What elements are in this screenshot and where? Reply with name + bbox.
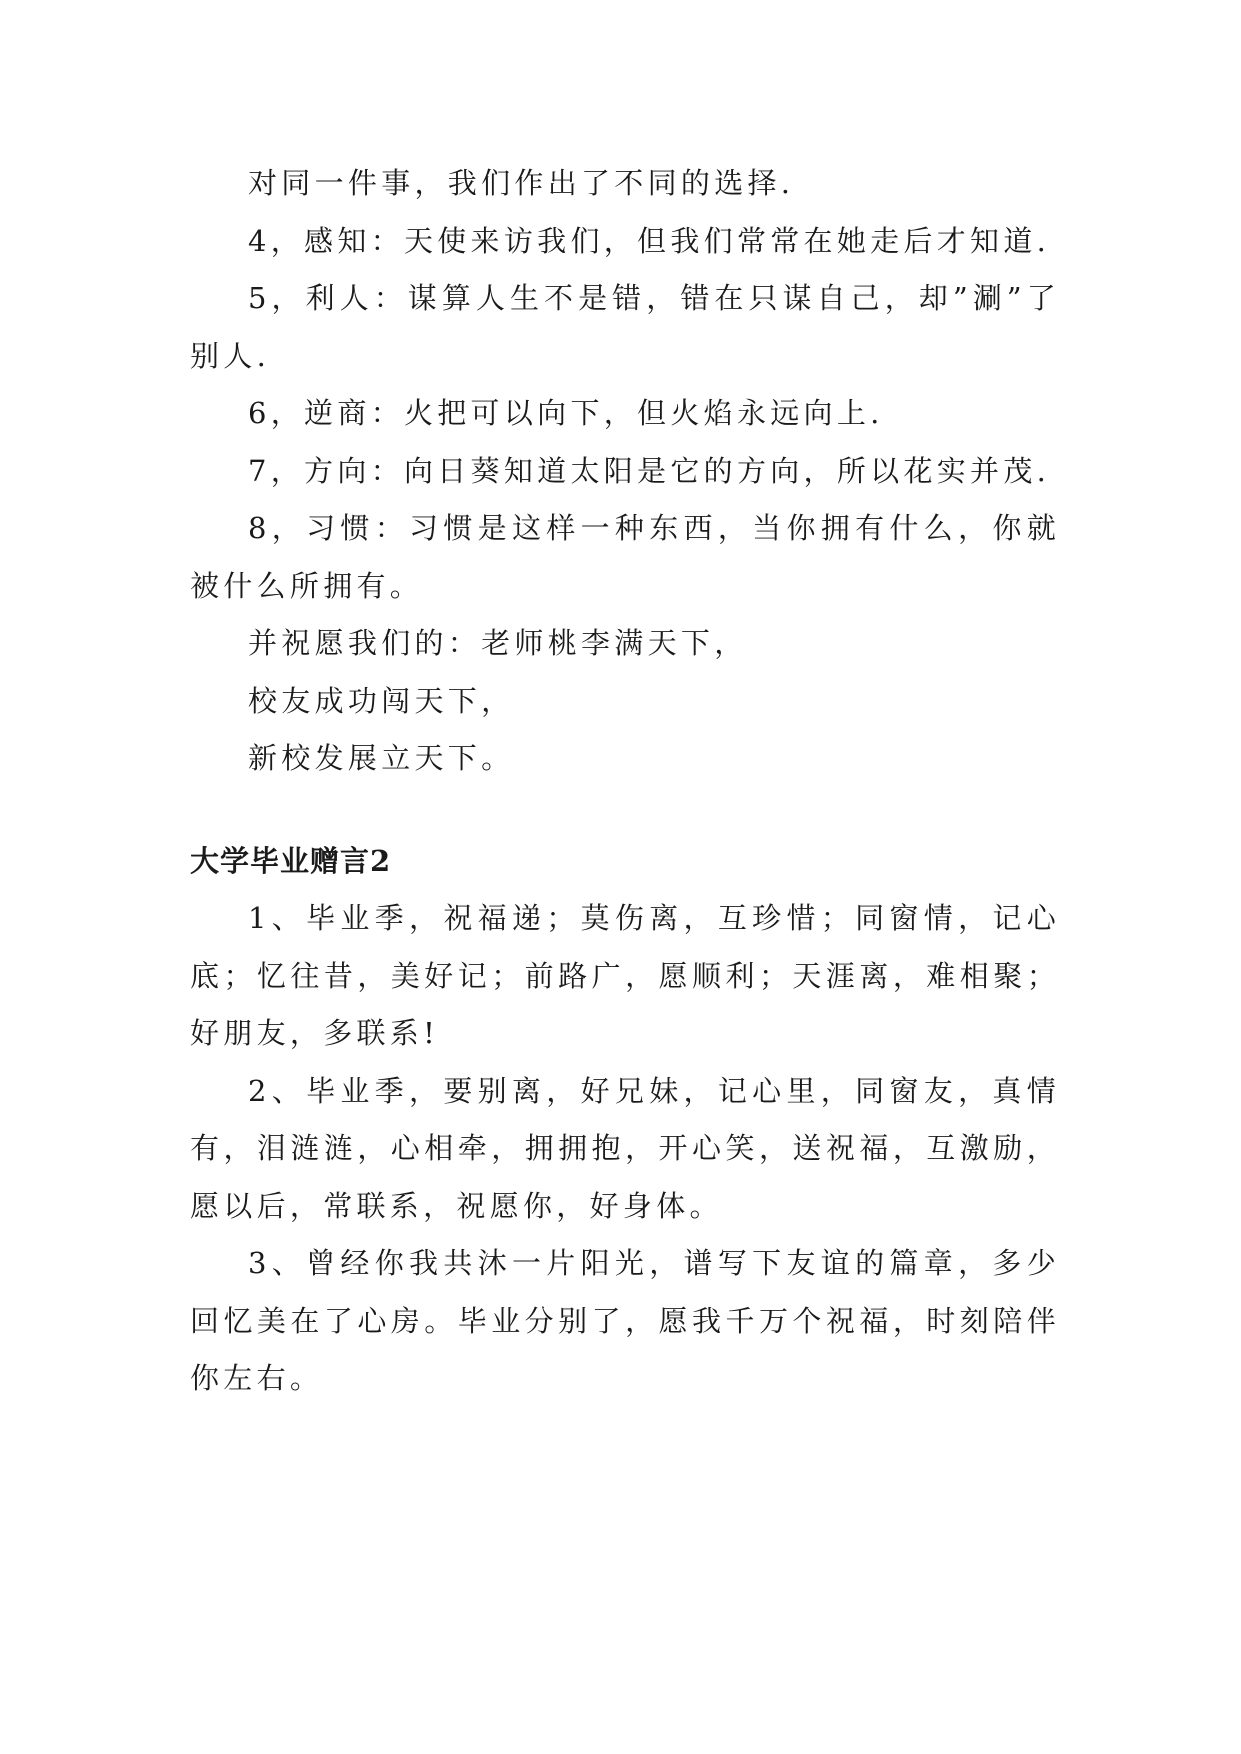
paragraph: 3、曾经你我共沐一片阳光，谱写下友谊的篇章，多少回忆美在了心房。毕业分别了，愿我千万个祝福，时刻陪伴你左右。 (190, 1246, 1060, 1395)
paragraph: 1、毕业季，祝福递；莫伤离，互珍惜；同窗情，记心底；忆往昔，美好记；前路广，愿顺利；天涯离，难相聚；好朋友，多联系! (190, 901, 1060, 1050)
paragraph: 校友成功闯天下， (248, 683, 515, 718)
paragraph: 新校发展立天下。 (248, 741, 515, 775)
paragraph: 2、毕业季，要别离，好兄妹，记心里，同窗友，真情有，泪涟涟，心相牵，拥拥抱，开心笑，送祝福，互激励，愿以后，常联系，祝愿你，好身体。 (190, 1073, 1060, 1223)
paragraph: 8，习惯：习惯是这样一种东西，当你拥有什么，你就被什么所拥有。 (190, 511, 1060, 603)
paragraph: 6，逆商：火把可以向下，但火焰永远向上. (248, 396, 884, 430)
paragraph: 对同一件事，我们作出了不同的选择. (248, 166, 795, 200)
paragraph: 7，方向：向日葵知道太阳是它的方向，所以花实并茂. (248, 453, 1051, 488)
paragraph: 5，利人：谋算人生不是错，错在只谋自己，却”涮”了别人. (190, 281, 1060, 373)
paragraph: 并祝愿我们的：老师桃李满天下， (248, 626, 748, 660)
section-heading: 大学毕业赠言2 (190, 843, 392, 878)
paragraph: 4，感知：天使来访我们，但我们常常在她走后才知道. (248, 223, 1051, 258)
document-page (190, 155, 1060, 1408)
